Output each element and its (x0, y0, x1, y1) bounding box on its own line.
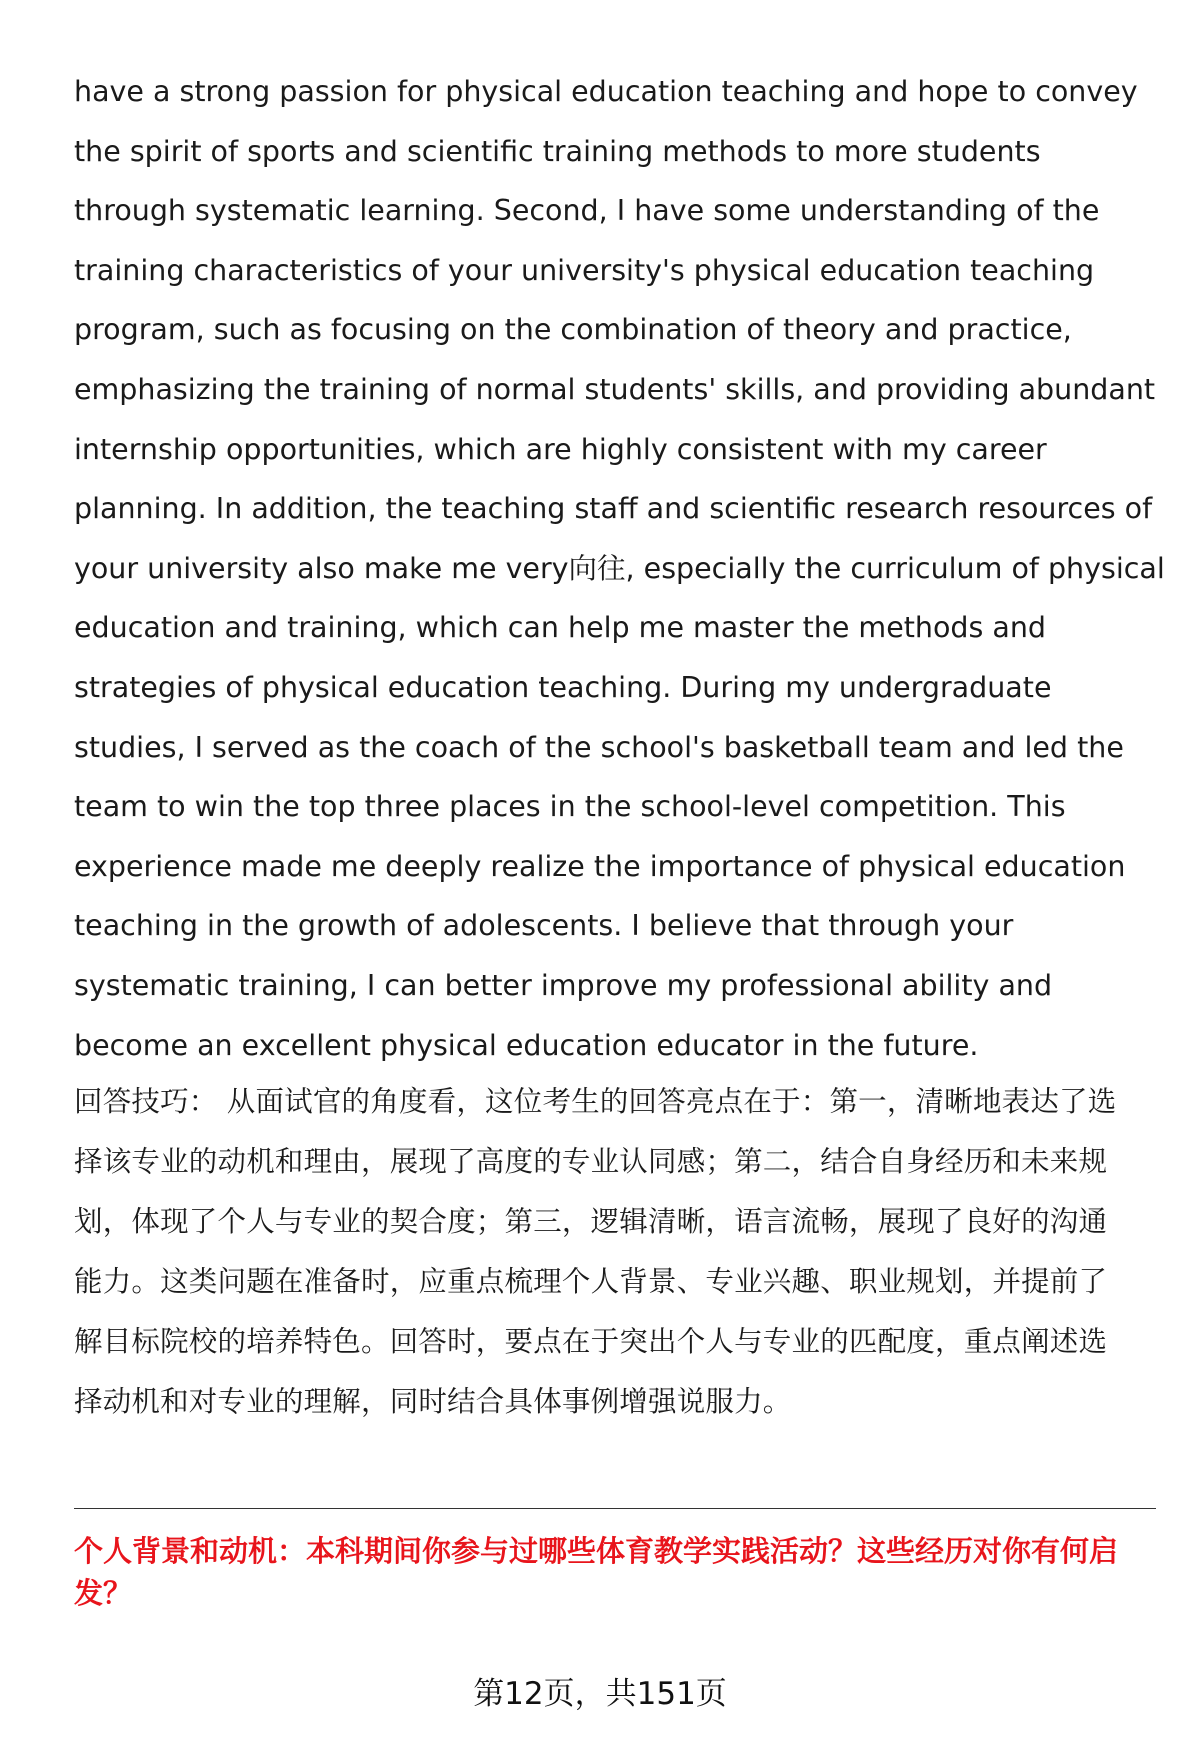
answer-line: your university also make me very向往, especially the curriculum of physical (74, 551, 1165, 585)
answer-line: teaching in the growth of adolescents. I believe that through your (74, 909, 1014, 943)
answer-line: emphasizing the training of normal students' skills, and providing abundant (74, 372, 1156, 406)
question-heading (74, 1530, 1164, 1614)
answer-line: systematic training, I can better improve my professional ability and (74, 968, 1053, 1002)
tips-line: 划，体现了个人与专业的契合度；第三，逻辑清晰，语言流畅，展现了良好的沟通 (74, 1205, 1108, 1238)
answer-line: education and training, which can help me master the methods and (74, 611, 1047, 645)
tips-line: 择该专业的动机和理由，展现了高度的专业认同感；第二，结合自身经历和未来规 (74, 1145, 1108, 1178)
tips-line: 回答技巧： 从面试官的角度看，这位考生的回答亮点在于：第一，清晰地表达了选 (74, 1085, 1117, 1118)
answer-line: planning. In addition, the teaching staff and scientific research resources of (74, 492, 1153, 526)
answer-paragraph (74, 62, 1165, 1075)
answer-line: studies, I served as the coach of the school's basketball team and led the (74, 730, 1124, 764)
answer-line: have a strong passion for physical education teaching and hope to convey (74, 75, 1138, 108)
answer-line: the spirit of sports and scientific training methods to more students (74, 134, 1041, 168)
answer-line: become an excellent physical education educator in the future. (74, 1028, 979, 1062)
section-divider (74, 1508, 1156, 1509)
answer-line: training characteristics of your university's physical education teaching (74, 253, 1095, 287)
tips-line: 能力。这类问题在准备时，应重点梳理个人背景、专业兴趣、职业规划，并提前了 (74, 1265, 1108, 1298)
question-line: 发？ (74, 1576, 133, 1610)
answer-line: strategies of physical education teaching. During my undergraduate (74, 670, 1052, 704)
answer-line: program, such as focusing on the combination of theory and practice, (74, 313, 1072, 347)
answer-line: team to win the top three places in the school-level competition. This (74, 790, 1066, 824)
question-line: 个人背景和动机：本科期间你参与过哪些体育教学实践活动？这些经历对你有何启 (74, 1534, 1119, 1568)
page-number: 第12页，共151页 (473, 1676, 727, 1712)
tips-line: 择动机和对专业的理解，同时结合具体事例增强说服力。 (74, 1385, 792, 1418)
answer-line: experience made me deeply realize the importance of physical education (74, 849, 1126, 883)
answer-line: internship opportunities, which are highly consistent with my career (74, 432, 1047, 466)
answer-tips-paragraph (74, 1072, 1164, 1432)
tips-line: 解目标院校的培养特色。回答时，要点在于突出个人与专业的匹配度，重点阐述选 (74, 1325, 1108, 1358)
answer-line: through systematic learning. Second, I have some understanding of the (74, 194, 1100, 228)
